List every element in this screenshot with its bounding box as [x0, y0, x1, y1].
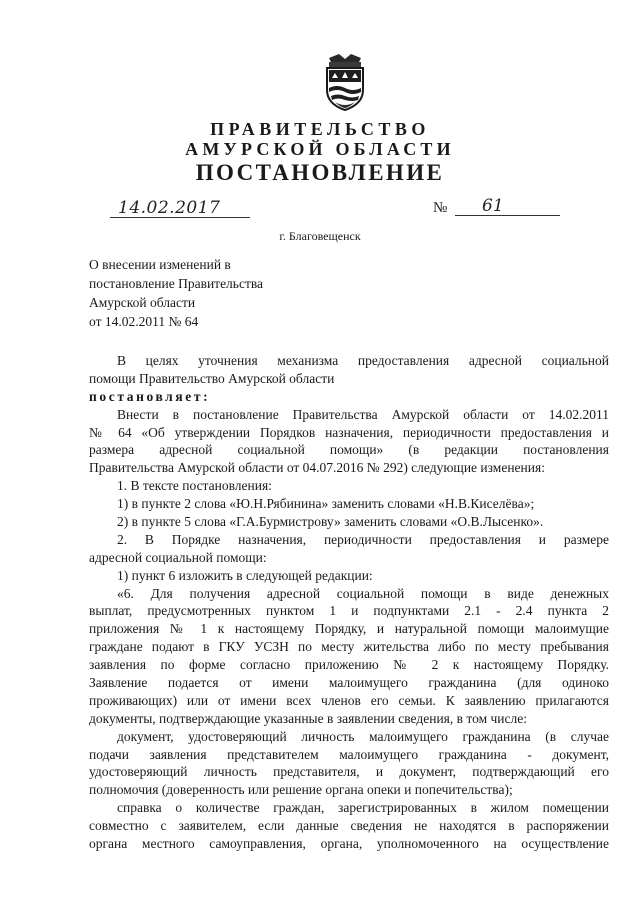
body-line: размера адресной социальной помощи» (в редакции постановления — [89, 442, 609, 458]
body-line: 2) в пункте 5 слова «Г.А.Бурмистрову» заменить словами «О.В.Лысенко». — [117, 514, 544, 530]
document-number: 61 — [482, 196, 504, 216]
resolves-label: постановляет: — [89, 388, 211, 404]
body-line: документы, подтверждающие указанные в заявлении сведения, в том числе: — [89, 710, 527, 726]
city-label: г. Благовещенск — [279, 229, 361, 243]
document-body — [89, 352, 609, 853]
body-line: В целях уточнения механизма предоставления адресной социальной — [117, 353, 609, 368]
coat-of-arms-icon — [323, 52, 367, 112]
body-line: 1) в пункте 2 слова «Ю.Н.Рябинина» заменить словами «Н.В.Киселёва»; — [117, 496, 535, 512]
body-line: граждане подают в ГКУ УСЗН по месту жительства либо по месту пребывания — [89, 639, 609, 655]
body-line: Внести в постановление Правительства Амурской области от 14.02.2011 — [117, 406, 609, 422]
body-line: «6. Для получения адресной социальной помощи в виде денежных — [117, 585, 609, 601]
number-label: № — [433, 200, 448, 216]
body-line: № 64 «Об утверждении Порядков назначения, периодичности предоставления и — [89, 424, 609, 440]
body-line: 1) пункт 6 изложить в следующей редакции: — [117, 567, 373, 583]
body-line: подачи заявления представителем малоимущего гражданина - документ, — [89, 746, 609, 762]
body-line: приложения № 1 к настоящему Порядку, и натуральной помощи малоимущие — [89, 621, 609, 637]
body-line: документ, удостоверяющий личность малоимущего гражданина (в случае — [117, 728, 609, 744]
body-line: полномочия (доверенность или решение органа опеки и попечительства); — [89, 782, 513, 798]
body-line: помощи Правительство Амурской области — [89, 370, 335, 386]
body-line: 1. В тексте постановления: — [117, 478, 272, 494]
government-title: ПРАВИТЕЛЬСТВО — [210, 119, 430, 139]
body-line: Заявление подается от имени малоимущего гражданина (для одиноко — [89, 675, 609, 691]
subject-line: О внесении изменений в — [89, 257, 231, 272]
body-line: Правительства Амурской области от 04.07.2016 № 292) следующие изменения: — [89, 460, 545, 476]
body-line: адресной социальной помощи: — [89, 549, 267, 565]
subject-line: от 14.02.2011 № 64 — [89, 314, 199, 329]
body-line: заявления по форме согласно приложению № 2 к настоящему Порядку. — [89, 657, 609, 673]
body-line: органа местного самоуправления, органа, уполномоченного на осуществление — [89, 836, 609, 852]
body-line: справка о количестве граждан, зарегистрированных в жилом помещении — [117, 800, 609, 816]
subject-line: Амурской области — [89, 295, 196, 310]
document-date: 14.02.2017 — [118, 198, 221, 218]
body-line: совместно с заявителем, если данные сведения не находятся в распоряжении — [89, 818, 609, 834]
subject-line: постановление Правительства — [89, 276, 264, 291]
body-line: проживающих) или от имени всех членов его семьи. К заявлению прилагаются — [89, 692, 609, 708]
body-line: удостоверяющий личность представителя, и документ, подтверждающий его — [89, 764, 609, 780]
document-type-title: ПОСТАНОВЛЕНИЕ — [195, 160, 445, 185]
body-line: 2. В Порядке назначения, периодичности предоставления и размере — [117, 531, 609, 547]
date-underline — [110, 217, 250, 218]
number-underline — [455, 215, 560, 216]
document-subject — [89, 255, 263, 331]
region-title: АМУРСКОЙ ОБЛАСТИ — [185, 139, 455, 159]
body-line: выплат, предусмотренных пунктом 1 и подпунктами 2.1 - 2.4 пункта 2 — [89, 603, 609, 619]
